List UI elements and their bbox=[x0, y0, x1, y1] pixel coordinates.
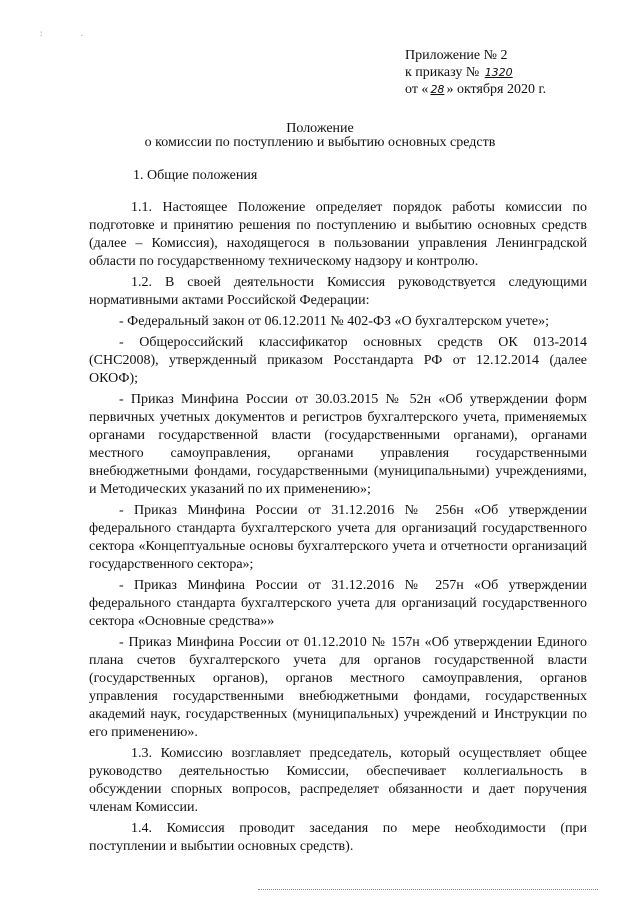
order-day-handwritten: 28 bbox=[430, 83, 445, 96]
footer-rule bbox=[258, 889, 598, 890]
paragraph: 1.4. Комиссия проводит заседания по мере необходимости (при поступлении и выбытии основных средств). bbox=[89, 821, 587, 854]
order-date-prefix: от « bbox=[405, 82, 429, 97]
list-item: - Приказ Минфина России от 31.12.2016 № 257н «Об утверждении федерального стандарта бухгалтерского учета для организаций государственного сектора «Основные средства»» bbox=[89, 578, 587, 629]
list-item: - Приказ Минфина России от 30.03.2015 № 52н «Об утверждении форм первичных учетных документов и регистров бухгалтерского учета, применяемых органами государственной власти (государственными органами), органами местного самоуправления, органами управления государственными внебюджетными фондами, государственными (муниципальными) учреждениями, и Методических указаний по их применению»; bbox=[89, 392, 587, 497]
document-title: Положение bbox=[286, 121, 354, 136]
order-number-handwritten: 1320 bbox=[484, 66, 513, 79]
margin-marks: : . bbox=[40, 28, 102, 38]
appendix-number: Приложение № 2 bbox=[405, 48, 508, 63]
document-body bbox=[89, 199, 587, 859]
order-reference bbox=[405, 64, 546, 81]
order-date bbox=[405, 81, 546, 98]
document-subtitle: о комиссии по поступлению и выбытию основных средств bbox=[144, 135, 496, 150]
paragraph: 1.1. Настоящее Положение определяет порядок работы комиссии по подготовке и принятию решения по поступлению и выбытию основных средств (далее – Комиссия), находящегося в пользовании управления Ленинградской области по государственному техническому надзору и контролю. bbox=[89, 200, 587, 269]
order-date-suffix: » октября 2020 г. bbox=[446, 82, 547, 97]
paragraph: 1.2. В своей деятельности Комиссия руководствуется следующими нормативными актами Российской Федерации: bbox=[89, 275, 587, 308]
section-heading: 1. Общие положения bbox=[133, 168, 258, 183]
list-item: - Общероссийский классификатор основных средств ОК 013-2014 (СНС2008), утвержденный приказом Росстандарта РФ от 12.12.2014 (далее ОКОФ); bbox=[89, 335, 587, 386]
list-item: - Приказ Минфина России от 01.12.2010 № 157н «Об утверждении Единого плана счетов бухгалтерского учета для органов государственной власти (государственных органов), органов местного самоуправления, органов управления государственными внебюджетными фондами, государственных академий наук, государственных (муниципальных) учреждений и Инструкции по его применению». bbox=[89, 635, 587, 740]
paragraph: 1.3. Комиссию возглавляет председатель, который осуществляет общее руководство деятельностью Комиссии, обеспечивает коллегиальность в обсуждении спорных вопросов, распределяет обязанности и дает поручения членам Комиссии. bbox=[89, 746, 587, 815]
appendix-header bbox=[405, 47, 546, 98]
list-item: - Приказ Минфина России от 31.12.2016 № 256н «Об утверждении федерального стандарта бухгалтерского учета для организаций государственного сектора «Концептуальные основы бухгалтерского учета и отчетности организаций государственного сектора»; bbox=[89, 503, 587, 572]
order-prefix: к приказу № bbox=[405, 65, 480, 80]
list-item: - Федеральный закон от 06.12.2011 № 402-ФЗ «О бухгалтерском учете»; bbox=[119, 314, 549, 329]
